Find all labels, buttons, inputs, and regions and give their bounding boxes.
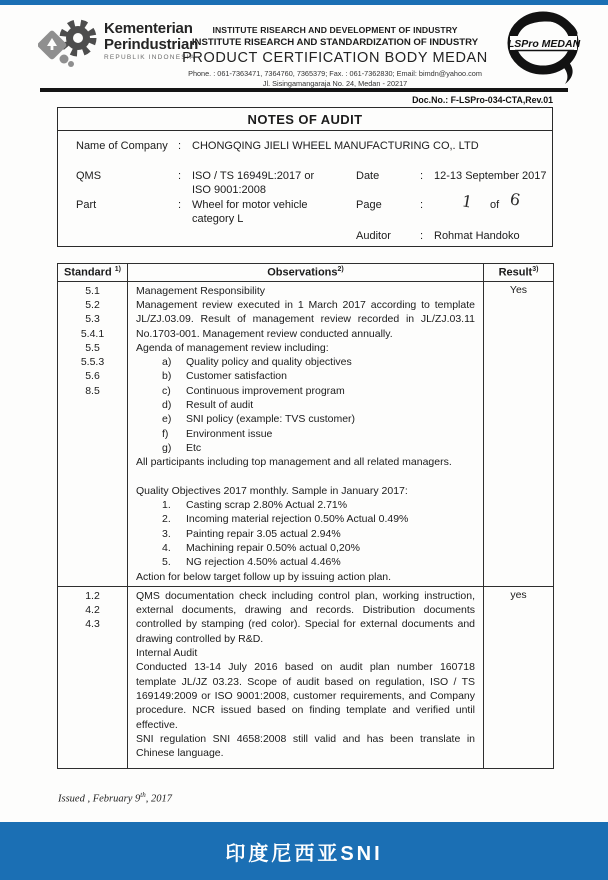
list-item-marker: 2. [162, 513, 171, 526]
audit-table-body [58, 281, 554, 768]
standard-clause: 5.5.3 [80, 356, 105, 369]
standard-clause: 5.3 [85, 313, 100, 326]
certification-body-name: PRODUCT CERTIFICATION BODY MEDAN [182, 50, 488, 66]
list-item-marker: e) [162, 413, 172, 426]
qms-value-line1: ISO / TS 16949L:2017 or [192, 170, 315, 182]
standard-clause: 1.2 [85, 589, 100, 602]
observation-paragraph: Management Responsibility [136, 284, 265, 297]
list-item [136, 355, 475, 369]
qms-value-line2: ISO 9001:2008 [192, 184, 267, 196]
standard-clauses-cell [58, 586, 128, 768]
contact-address-line: Jl. Sisingamangaraja No. 24, Medan - 20217 [262, 79, 408, 88]
list-item-text: SNI policy (example: TVS customer) [186, 413, 356, 426]
list-item [136, 412, 475, 426]
list-item-text: Etc [186, 441, 202, 454]
list-item [136, 498, 475, 512]
lspro-medan-logo-icon [501, 7, 589, 85]
issued-prefix: Issued , February 9 [58, 793, 141, 805]
list-item-marker: 1. [162, 499, 171, 512]
list-item-marker: a) [162, 356, 172, 369]
list-item [136, 512, 475, 526]
company-value: CHONGQING JIELI WHEEL MANUFACTURING CO,. LTD [192, 140, 479, 152]
observations-cell [128, 281, 484, 586]
part-label: Part [76, 199, 97, 211]
table-row [58, 281, 554, 586]
list-item [136, 427, 475, 441]
date-value: 12-13 September 2017 [434, 170, 547, 182]
bottom-banner [0, 822, 608, 880]
observation-paragraph: Internal Audit [136, 647, 198, 660]
page-label: Page [356, 199, 382, 211]
standard-clause: 4.2 [85, 604, 100, 617]
result-cell: yes [484, 586, 554, 768]
letterhead-center [162, 25, 508, 88]
standard-clause: 5.2 [85, 298, 100, 311]
list-item [136, 398, 475, 412]
qms-colon: : [178, 170, 182, 182]
standard-clauses-cell [58, 281, 128, 586]
part-value-line1: Wheel for motor vehicle [192, 199, 308, 211]
part-value-line2: category L [192, 213, 244, 225]
standard-clause: 8.5 [85, 384, 100, 397]
list-item-text: NG rejection 4.50% actual 4.46% [186, 556, 341, 569]
page-colon: : [420, 199, 424, 211]
part-colon: : [178, 199, 182, 211]
observation-paragraph: Management review executed in 1 March 2017 according to template JL/ZJ.03.09. Result of management review recorded in JL/ZJ.03.11 No.1703-001. Management review conducted annually. [136, 298, 475, 340]
standard-clause: 5.5 [85, 341, 100, 354]
observation-paragraph: Conducted 13-14 July 2016 based on audit plan number 160718 template JL/JZ 03.23. Scope of audit based on regulation, ISO / TS 169149:2009 or ISO 9001:2008, customer requirements, and Company procedure. NCR issued based on finding template and verified until effective. [136, 661, 475, 731]
top-blue-strip [0, 0, 608, 5]
date-colon: : [420, 170, 424, 182]
list-item-text: Casting scrap 2.80% Actual 2.71% [186, 499, 348, 512]
list-item-marker: c) [162, 384, 171, 397]
list-item-text: Customer satisfaction [186, 370, 287, 383]
list-item-text: Painting repair 3.05 actual 2.94% [186, 527, 341, 540]
observations-cell [128, 586, 484, 768]
issued-date-line [58, 791, 172, 805]
list-item [136, 384, 475, 398]
observation-paragraph: Quality Objectives 2017 monthly. Sample in January 2017: [136, 484, 408, 497]
ministry-name-line3: REPUBLIK INDONESIA [104, 54, 196, 61]
header-divider-rule [40, 88, 568, 92]
institute-line1: INSTITUTE RISEARCH AND DEVELOPMENT OF INDUSTRY [212, 25, 458, 35]
table-header-row [58, 264, 554, 282]
observation-paragraph: All participants including top management and all related managers. [136, 456, 452, 469]
observation-paragraph: Agenda of management review including: [136, 341, 329, 354]
table-row [58, 586, 554, 768]
standard-clause: 4.3 [85, 618, 100, 631]
standard-clause: 5.4.1 [80, 327, 105, 340]
result-cell: Yes [484, 281, 554, 586]
standard-clause: 5.1 [85, 284, 100, 297]
list-item-text: Machining repair 0.50% actual 0,20% [186, 542, 360, 554]
observations-column-header: Observations$^{2)}$ [128, 264, 484, 282]
contact-phone-line: Phone. : 061-7363471, 7364760, 7365379; Fax. : 061-7362830; Email: bimdn@yahoo.com [188, 69, 482, 78]
notes-title: NOTES OF AUDIT [58, 108, 552, 131]
list-item [136, 369, 475, 383]
list-item-marker: d) [162, 399, 172, 412]
ministry-name-line2: Perindustrian [104, 36, 199, 53]
blank-line [136, 470, 475, 484]
list-item-marker: 5. [162, 556, 171, 569]
list-item-marker: f) [162, 427, 169, 440]
result-column-header: Result$^{3)}$ [484, 264, 554, 282]
page-of-label: of [490, 199, 500, 211]
issued-suffix: , 2017 [145, 793, 172, 805]
observation-paragraph: QMS documentation check including control plan, working instruction, external documents, drawing and records. Distribution documents controlled by stamping (red color). Special for external documents and drawing controlled by R&D. [136, 589, 475, 645]
lspro-medan-logo-text: LSPro MEDAN [507, 38, 581, 50]
list-item [136, 541, 475, 555]
ministry-logo-icon [38, 15, 102, 75]
auditor-value: Rohmat Handoko [434, 230, 520, 242]
audit-table [57, 263, 554, 769]
page-current-handwritten: 1 [460, 191, 474, 212]
list-item-text: Incoming material rejection 0.50% Actual 0.49% [186, 513, 409, 526]
list-item [136, 555, 475, 569]
list-item-text: Result of audit [186, 399, 254, 412]
issued-ordinal-sup: th [140, 791, 146, 799]
list-item [136, 441, 475, 455]
auditor-label: Auditor [356, 230, 391, 242]
date-label: Date [356, 170, 380, 182]
list-item-text: Continuous improvement program [186, 384, 345, 397]
qms-label: QMS [76, 170, 102, 182]
company-colon: : [178, 140, 182, 152]
list-item-text: Environment issue [186, 427, 273, 440]
notes-of-audit-box [57, 107, 553, 247]
observation-paragraph: Action for below target follow up by issuing action plan. [136, 570, 392, 583]
list-item [136, 527, 475, 541]
standard-clause: 5.6 [85, 370, 100, 383]
standard-column-header: Standard $^{1)}$ [58, 264, 128, 282]
institute-line2: INSTITUTE RISEARCH AND STANDARDIZATION OF INDUSTRY [191, 37, 479, 48]
observation-paragraph: SNI regulation SNI 4658:2008 still valid and has been translate in Chinese language. [136, 732, 475, 760]
banner-text: 印度尼西亚SNI [225, 842, 383, 865]
doc-number: Doc.No.: F-LSPro-034-CTA,Rev.01 [412, 95, 553, 105]
list-item-marker: g) [162, 441, 172, 454]
ministry-name-line1: Kementerian [104, 20, 193, 37]
page-total-handwritten: 6 [508, 189, 522, 210]
list-item-marker: 4. [162, 542, 171, 554]
list-item-marker: b) [162, 370, 172, 383]
company-label: Name of Company [76, 140, 168, 152]
auditor-colon: : [420, 230, 424, 242]
list-item-marker: 3. [162, 527, 171, 540]
list-item-text: Quality policy and quality objectives [186, 356, 352, 369]
